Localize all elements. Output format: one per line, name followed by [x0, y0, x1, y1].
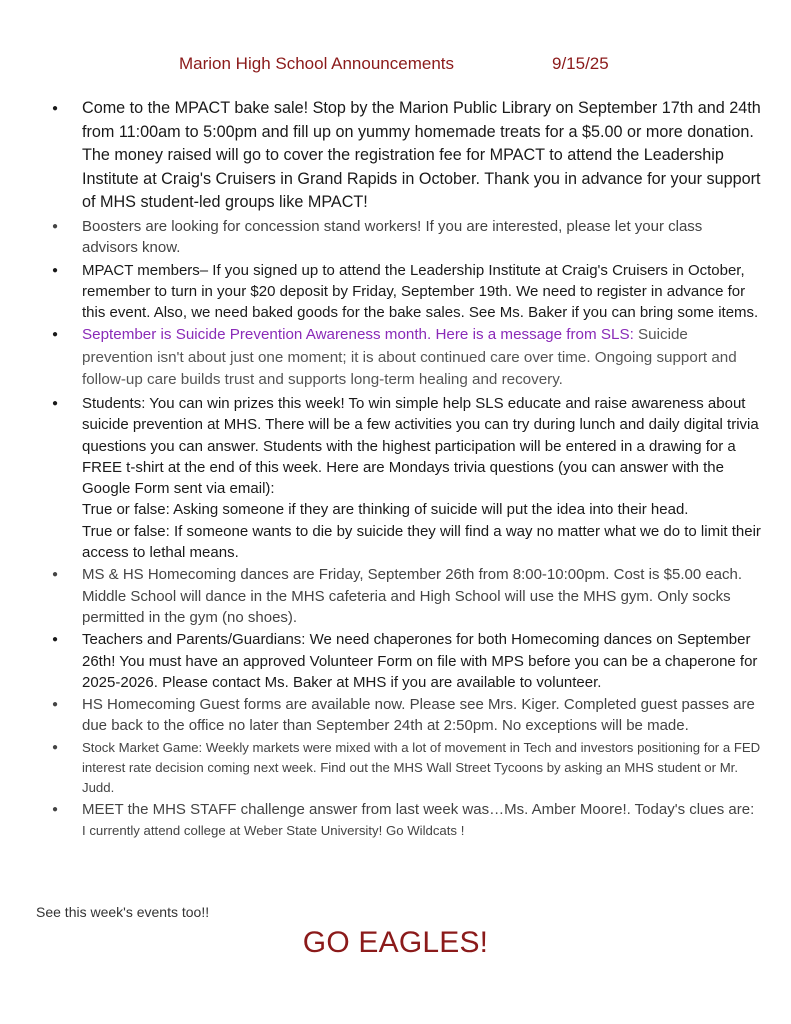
- trivia-question-2: True or false: If someone wants to die by suicide they will find a way no matter what we do to limit their access to lethal means.: [82, 522, 761, 562]
- bullet-icon: ●: [52, 634, 59, 646]
- list-item-text: Boosters are looking for concession stand workers! If you are interested, please let your class advisors know.: [82, 217, 703, 257]
- page-title: Marion High School Announcements: [179, 54, 454, 73]
- list-item-lead-text: September is Suicide Prevention Awareness month. Here is a message from SLS:: [82, 326, 634, 344]
- list-item-text: Students: You can win prizes this week! To win simple help SLS educate and raise awareness about suicide prevention at MHS. There will be a few activities you can try during lunch and daily digital trivia questions you can answer. Students with the highest participation will be entered in a drawing for a FREE t-shirt at the end of this week. Here are Mondays trivia questions (you can answer with the Google Form sent via email):: [82, 394, 759, 498]
- bullet-icon: ●: [52, 741, 59, 753]
- list-item-students-prizes: [0, 393, 791, 563]
- list-item-boosters: [0, 216, 791, 259]
- list-item-clue: I currently attend college at Weber State University! Go Wildcats !: [82, 823, 465, 838]
- list-item-text: Come to the MPACT bake sale! Stop by the Marion Public Library on September 17th and 24th from 11:00am to 5:00pm and fill up on yummy homemade treats for a $5.00 or more donation. The money raised will go to cover the registration fee for MPACT to attend the Leadership Institute at Craig's Cruisers in Grand Rapids in October. Thank you in advance for your support of MHS student-led groups like MPACT!: [82, 99, 761, 212]
- announcement-date: 9/15/25: [552, 54, 609, 73]
- list-item-bake-sale: [0, 97, 791, 215]
- bullet-icon: ●: [52, 329, 59, 341]
- list-item-text: Teachers and Parents/Guardians: We need chaperones for both Homecoming dances on September 26th! You must have an approved Volunteer Form on file with MPS before you can be a chaperone for 2025-2026. Please contact Ms. Baker at MHS if you are available to volunteer.: [82, 631, 758, 691]
- list-item-guest-forms: [0, 694, 791, 737]
- list-item-meet-staff: [0, 799, 791, 842]
- bullet-icon: ●: [52, 699, 59, 711]
- bullet-icon: ●: [52, 803, 59, 815]
- list-item-text: Suicide prevention isn't about just one moment; it is about continued care over time. Ongoing support and follow-up care builds trust and supports long-term healing and recovery.: [82, 326, 737, 389]
- list-item-stock-market: [0, 738, 791, 798]
- list-item-text: MPACT members– If you signed up to attend the Leadership Institute at Craig's Cruisers in October, remember to turn in your $20 deposit by Friday, September 19th. We need to register in advance for this event. Also, we need baked goods for the bake sales. See Ms. Baker if you can bring some items.: [82, 261, 759, 322]
- list-item-text: MEET the MHS STAFF challenge answer from last week was…Ms. Amber Moore!. Today's clues are:: [82, 800, 755, 818]
- bullet-icon: ●: [52, 397, 59, 409]
- list-item-chaperones: [0, 629, 791, 693]
- bullet-icon: ●: [52, 220, 59, 232]
- bullet-icon: ●: [52, 264, 59, 276]
- announcement-list: [0, 97, 791, 842]
- bullet-icon: ●: [52, 569, 59, 581]
- list-item-text: HS Homecoming Guest forms are available now. Please see Mrs. Kiger. Completed guest passes are due back to the office no later than September 24th at 2:50pm. No exceptions will be made.: [82, 696, 755, 735]
- go-eagles-slogan: GO EAGLES!: [302, 926, 489, 959]
- trivia-question-1: True or false: Asking someone if they are thinking of suicide will put the idea into their head.: [82, 501, 689, 519]
- list-item-suicide-prevention: [0, 324, 791, 392]
- list-item-text: MS & HS Homecoming dances are Friday, September 26th from 8:00-10:00pm. Cost is $5.00 each. Middle School will dance in the MHS cafeteria and High School will use the MHS gym. Only socks permitted in the gym (no shoes).: [82, 566, 743, 626]
- list-item-text: Stock Market Game: Weekly markets were mixed with a lot of movement in Tech and investors positioning for a FED interest rate decision coming next week. Find out the MHS Wall Street Tycoons by asking an MHS student or Mr. Judd.: [82, 739, 761, 795]
- bullet-icon: ●: [52, 103, 59, 114]
- list-item-homecoming-dances: [0, 564, 791, 628]
- events-note: See this week's events too!!: [36, 904, 210, 920]
- list-item-mpact-members: [0, 260, 791, 324]
